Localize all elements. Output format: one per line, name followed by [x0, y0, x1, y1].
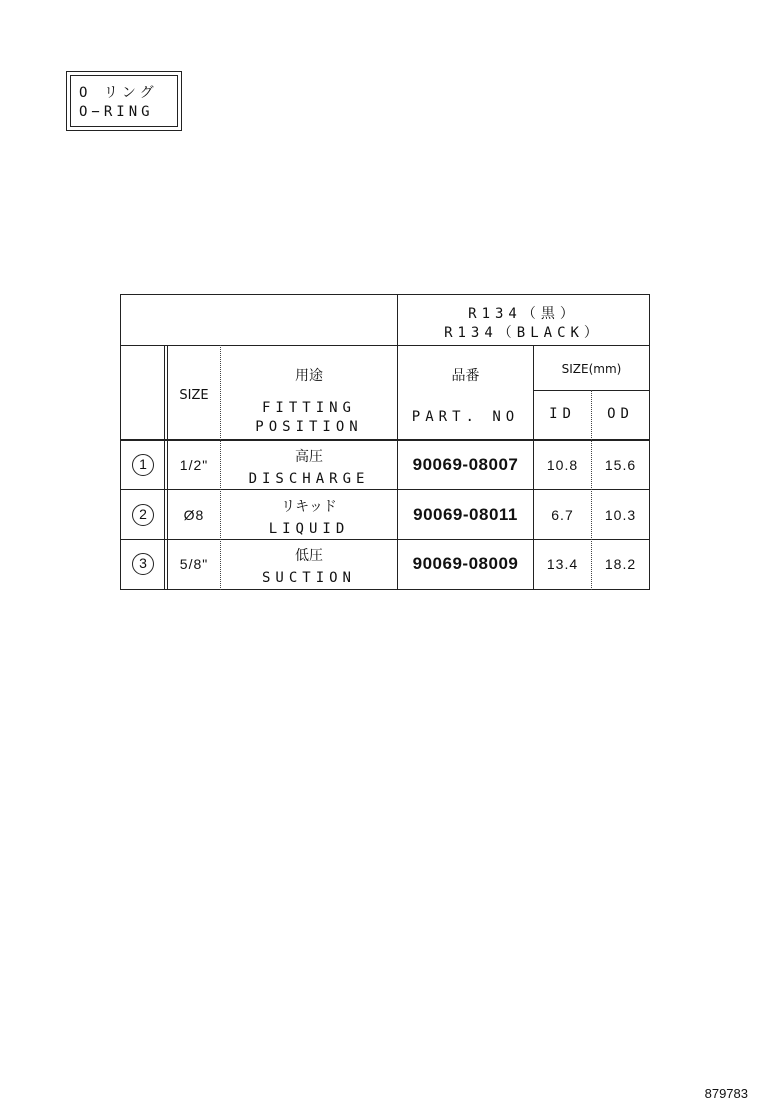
- row-fitting-japanese: 低圧: [295, 548, 323, 564]
- part-header-english: PART. NO: [411, 409, 520, 425]
- row-divider-1: [120, 489, 650, 490]
- title-english: O−RING: [79, 104, 154, 120]
- refrigerant-japanese: R134（黒）: [468, 306, 579, 322]
- row-inner-diameter: 6.7: [551, 507, 574, 523]
- row-size: 5/8": [179, 556, 209, 572]
- row-fitting-english: SUCTION: [261, 570, 356, 586]
- row-inner-diameter: 10.8: [546, 457, 579, 473]
- row-fitting-japanese: リキッド: [281, 499, 337, 515]
- row-outer-diameter: 18.2: [604, 556, 637, 572]
- row-fitting-english: DISCHARGE: [248, 471, 370, 487]
- row-fitting-japanese: 高圧: [295, 449, 323, 465]
- table-border-left: [120, 294, 121, 590]
- size-mm-header: SIZE(mm): [561, 362, 622, 376]
- row-divider-2: [120, 539, 650, 540]
- header-divider: [120, 345, 650, 346]
- row-size: 1/2": [179, 457, 209, 473]
- part-header-japanese: 品番: [451, 368, 480, 384]
- row-part-number: 90069-08011: [413, 505, 518, 524]
- row-index-circle: 1: [132, 454, 154, 476]
- fitting-header-english-2: POSITION: [255, 419, 363, 435]
- row-fitting-english: LIQUID: [268, 521, 350, 537]
- title-japanese: O リング: [79, 85, 158, 101]
- row-inner-diameter: 13.4: [546, 556, 579, 572]
- row-size: Ø8: [183, 507, 205, 523]
- title-box: [66, 71, 182, 131]
- row-part-number: 90069-08007: [412, 455, 519, 474]
- fitting-header-japanese: 用途: [295, 368, 323, 384]
- row-index-circle: 2: [132, 504, 154, 526]
- row-outer-diameter: 15.6: [604, 457, 637, 473]
- fitting-header-english-1: FITTING: [261, 400, 356, 416]
- table-border-bottom: [120, 589, 650, 590]
- row-outer-diameter: 10.3: [604, 507, 637, 523]
- table-border-right: [649, 294, 650, 590]
- refrigerant-english: R134（BLACK）: [444, 325, 603, 341]
- index-column-divider: [164, 345, 165, 590]
- header-bottom-border: [120, 439, 650, 441]
- od-header: OD: [607, 406, 634, 422]
- parts-table: [120, 294, 650, 590]
- figure-id: 879783: [704, 1086, 748, 1101]
- row-part-number: 90069-08009: [412, 554, 519, 573]
- id-header: ID: [549, 406, 576, 422]
- table-border-top: [120, 294, 650, 295]
- size-header: SIZE: [179, 388, 209, 403]
- row-index-circle: 3: [132, 553, 154, 575]
